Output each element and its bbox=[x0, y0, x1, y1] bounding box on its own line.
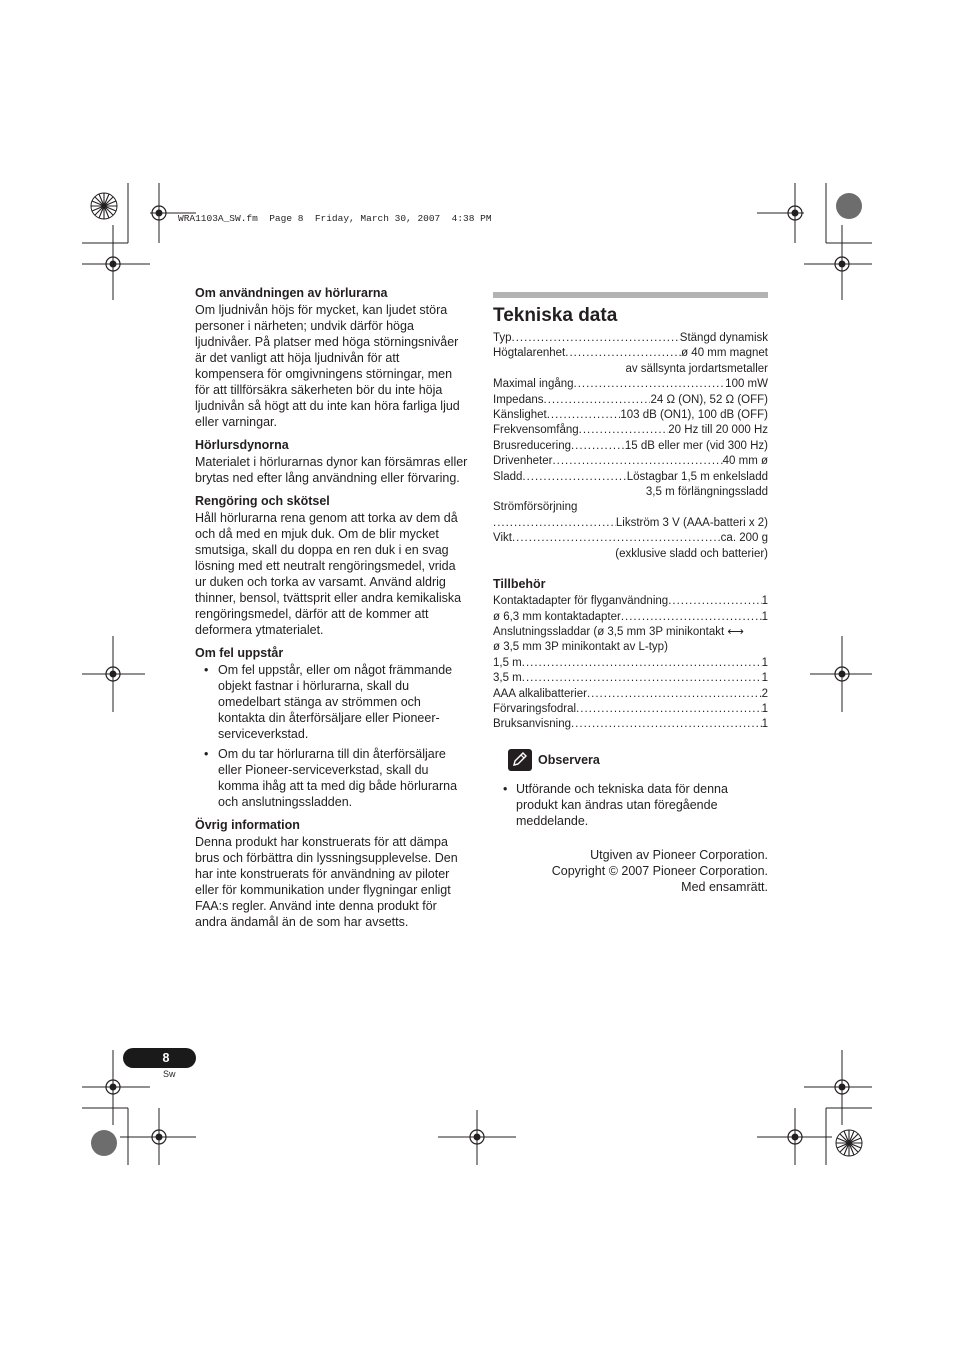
spec-label: Vikt bbox=[493, 532, 512, 545]
spec-label: Sladd bbox=[493, 470, 523, 483]
spec-row bbox=[493, 423, 768, 438]
imprint-line: Utgiven av Pioneer Corporation. bbox=[590, 847, 768, 862]
spec-value: 24 Ω (ON), 52 Ω (OFF) bbox=[650, 393, 768, 406]
spec-list bbox=[493, 331, 768, 562]
page-number-badge bbox=[123, 1048, 196, 1068]
spec-row bbox=[493, 656, 768, 671]
spec-row bbox=[493, 470, 768, 485]
section-title: Hörlursdynorna bbox=[195, 438, 289, 452]
spec-value: 15 dB eller mer (vid 300 Hz) bbox=[624, 439, 768, 452]
spec-label: Högtalarenhet bbox=[493, 347, 566, 360]
spec-value: ø 40 mm magnet bbox=[681, 347, 768, 360]
spec-leader bbox=[552, 454, 722, 469]
note-header bbox=[493, 749, 768, 771]
spec-label: Känslighet bbox=[493, 409, 547, 422]
spec-row: Anslutningssladdar (ø 3,5 mm 3P minikontakt ⟷ bbox=[493, 625, 744, 638]
spec-continuation: 3,5 m förlängningssladd bbox=[645, 486, 768, 499]
spec-leader bbox=[668, 594, 761, 609]
spec-label: Kontaktadapter för flyganvändning bbox=[493, 595, 669, 608]
note-title: Observera bbox=[538, 752, 600, 767]
spec-row bbox=[493, 702, 768, 717]
spec-leader bbox=[576, 702, 762, 717]
pencil-note-icon bbox=[508, 749, 532, 771]
imprint-line: Med ensamrätt. bbox=[681, 879, 768, 894]
spec-continuation: (exklusive sladd och batterier) bbox=[615, 547, 768, 560]
spec-value: 1 bbox=[761, 610, 768, 623]
spec-value: 1 bbox=[761, 595, 768, 608]
spec-label: 1,5 m bbox=[493, 656, 522, 669]
language-code: Sw bbox=[163, 1069, 176, 1079]
section-troubleshooting bbox=[195, 645, 470, 810]
spec-leader bbox=[574, 377, 726, 392]
section-text: Om ljudnivån höjs för mycket, kan ljudet störa personer i närheten; undvik därför höga ljudnivåer. På platser med höga störningsnivåer är det vanligt att höja ljudnivån för att kompensera för omgivningens störningar, men för att tillförsäkra säkerheten bör du inte höja ljudnivån så högt att du inte kan höra farliga ljud eller varningar. bbox=[195, 303, 460, 429]
file-header: WRA1103A_SW.fm Page 8 Friday, March 30, 2007 4:38 PM bbox=[178, 213, 492, 224]
accessories-title: Tillbehör bbox=[493, 577, 546, 592]
spec-value: Likström 3 V (AAA-batteri x 2) bbox=[615, 516, 768, 529]
spec-row bbox=[493, 408, 768, 423]
section-other-info bbox=[195, 817, 470, 930]
section-title: Om fel uppstår bbox=[195, 646, 284, 660]
spec-row bbox=[493, 610, 768, 625]
spec-row bbox=[493, 687, 768, 702]
spec-value: 103 dB (ON1), 100 dB (OFF) bbox=[620, 409, 768, 422]
spec-row bbox=[493, 439, 768, 454]
spec-continuation: av sällsynta jordartsmetaller bbox=[625, 362, 768, 375]
accessory-list bbox=[493, 594, 768, 733]
spec-leader bbox=[571, 717, 762, 732]
spec-leader bbox=[547, 408, 621, 423]
spec-value: 20 Hz till 20 000 Hz bbox=[668, 424, 768, 437]
spec-label: Typ bbox=[493, 332, 512, 344]
note-text: • Utförande och tekniska data för denna produkt kan ändras utan föregående meddelande. bbox=[493, 781, 768, 829]
section-text: Håll hörlurarna rena genom att torka av dem då och då med en mjuk duk. Om de blir mycket smutsiga, skall du doppa en ren duk i en svag lösning med ett neutralt rengöringsmedel, vrida ur duken och torka av varsamt. Använd aldrig thinner, bensol, tvättsprit eller andra kemikaliska rengöringsmedel, därför att de kommer att deformera ytmaterialet. bbox=[195, 511, 462, 637]
spec-label: 3,5 m bbox=[493, 672, 522, 685]
spec-row bbox=[493, 377, 768, 392]
spec-row bbox=[493, 331, 768, 346]
section-text: Denna produkt har konstruerats för att dämpa brus och förbättra din lyssningsupplevelse. Den har inte konstruerats för användning av piloter eller för kommunikation under flygningar enligt FAA:s regler. Använd inte denna produkt för andra ändamål än de som har avsetts. bbox=[195, 835, 458, 929]
spec-value: 40 mm ø bbox=[722, 455, 768, 468]
spec-value: 1 bbox=[761, 718, 768, 731]
spec-row bbox=[493, 717, 768, 732]
spec-leader bbox=[587, 687, 762, 702]
spec-leader bbox=[512, 531, 721, 546]
spec-value: Stängd dynamisk bbox=[679, 332, 768, 344]
specs-title: Tekniska data bbox=[493, 305, 618, 326]
bullet-item: • Om du tar hörlurarna till din återförsäljare eller Pioneer-serviceverkstad, skall du komma ihåg att ta med dig både hörlurarna och anslutningssladden. bbox=[195, 746, 470, 810]
spec-label: Förvaringsfodral bbox=[493, 702, 577, 715]
imprint bbox=[493, 847, 768, 895]
spec-label: Brusreducering bbox=[493, 439, 571, 452]
section-title: Om användningen av hörlurarna bbox=[195, 286, 388, 300]
spec-leader bbox=[544, 393, 651, 408]
spec-label: Impedans bbox=[493, 393, 544, 406]
spec-label: ø 6,3 mm kontaktadapter bbox=[493, 610, 621, 623]
spec-row bbox=[493, 531, 768, 546]
spec-label: Bruksanvisning bbox=[493, 718, 571, 731]
heading-bar bbox=[493, 292, 768, 298]
spec-leader bbox=[522, 656, 762, 671]
section-title: Rengöring och skötsel bbox=[195, 494, 330, 508]
spec-label: Maximal ingång bbox=[493, 378, 574, 391]
spec-row bbox=[493, 671, 768, 686]
spec-leader bbox=[522, 470, 626, 485]
spec-row bbox=[493, 454, 768, 469]
spec-leader bbox=[565, 346, 681, 361]
section-text: Materialet i hörlurarnas dynor kan försämras eller brytas ned efter lång användning eller förvaring. bbox=[195, 455, 468, 485]
spec-row bbox=[493, 516, 768, 531]
left-column bbox=[195, 285, 470, 937]
spec-value: ca. 200 g bbox=[720, 532, 768, 545]
spec-value: 1 bbox=[761, 702, 768, 715]
spec-leader bbox=[579, 423, 669, 438]
spec-leader bbox=[522, 671, 762, 686]
spec-row: ø 3,5 mm 3P minikontakt av L-typ) bbox=[493, 641, 668, 654]
spec-leader bbox=[493, 516, 616, 531]
spec-leader bbox=[621, 610, 762, 625]
spec-label: Drivenheter bbox=[493, 455, 553, 468]
section-usage bbox=[195, 285, 470, 430]
section-ear-pads bbox=[195, 437, 470, 486]
spec-row bbox=[493, 594, 768, 609]
spec-leader bbox=[512, 331, 680, 346]
spec-row: Strömförsörjning bbox=[493, 501, 578, 514]
imprint-line: Copyright © 2007 Pioneer Corporation. bbox=[551, 863, 768, 878]
spec-leader bbox=[571, 439, 625, 454]
spec-row bbox=[493, 346, 768, 361]
spec-label: Frekvensomfång bbox=[493, 424, 579, 437]
spec-value: 1 bbox=[761, 672, 768, 685]
section-cleaning bbox=[195, 493, 470, 638]
bullet-item: • Om fel uppstår, eller om något främmande objekt fastnar i hörlurarna, skall du omedelbart stänga av strömmen och kontakta din återförsäljare eller Pioneer-serviceverkstad. bbox=[195, 662, 470, 742]
spec-value: 100 mW bbox=[725, 378, 768, 391]
spec-value: 2 bbox=[761, 687, 768, 700]
spec-value: Löstagbar 1,5 m enkelsladd bbox=[626, 470, 768, 483]
page-number: 8 bbox=[162, 1051, 170, 1065]
right-column bbox=[493, 292, 768, 895]
spec-label: AAA alkalibatterier bbox=[493, 687, 587, 700]
spec-row bbox=[493, 393, 768, 408]
spec-value: 1 bbox=[761, 656, 768, 669]
section-title: Övrig information bbox=[195, 818, 300, 832]
